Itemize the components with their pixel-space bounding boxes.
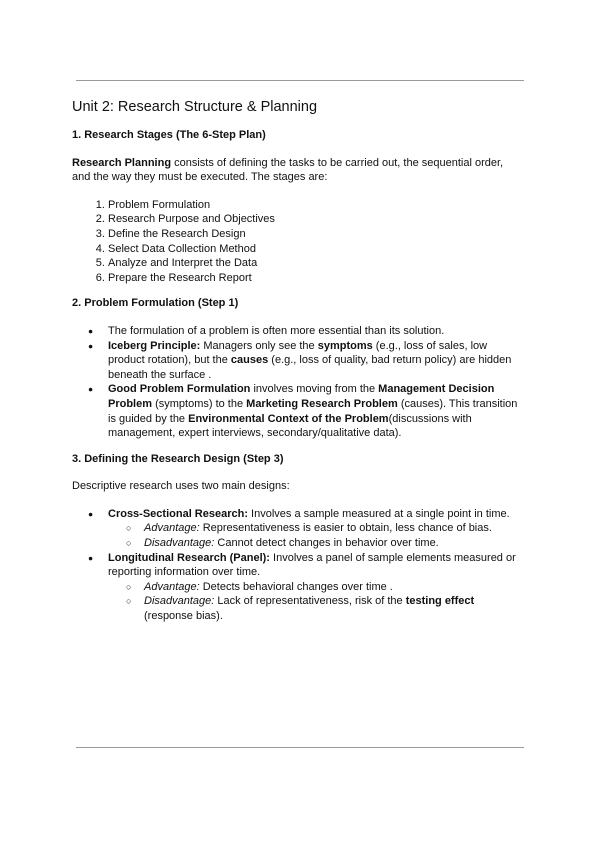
footer-divider xyxy=(76,747,524,748)
list-item: 5. Analyze and Interpret the Data xyxy=(108,256,524,271)
section-3-intro: Descriptive research uses two main designs: xyxy=(72,480,290,493)
list-item: ○ Advantage: Representativeness is easier to obtain, less chance of bias. xyxy=(108,521,524,536)
list-item: 6. Prepare the Research Report xyxy=(108,271,524,286)
list-item: ● Cross-Sectional Research: Involves a sample measured at a single point in time. ○ Advantage: Representativeness is easier to obtain, less chance of bias. ○ Disadvantage: Cannot detect changes in behavior over time. xyxy=(72,507,524,551)
research-design-list xyxy=(72,507,524,624)
list-item: ● The formulation of a problem is often more essential than its solution. xyxy=(72,324,524,339)
list-item: ○ Disadvantage: Cannot detect changes in behavior over time. xyxy=(108,536,524,551)
section-2-heading: 2. Problem Formulation (Step 1) xyxy=(72,297,239,310)
list-item: 1. Problem Formulation xyxy=(108,198,524,213)
header-divider xyxy=(76,80,524,81)
section-3-heading: 3. Defining the Research Design (Step 3) xyxy=(72,452,284,465)
list-item: 2. Research Purpose and Objectives xyxy=(108,212,524,227)
research-steps-list xyxy=(72,198,524,286)
section-1-heading: 1. Research Stages (The 6-Step Plan) xyxy=(72,129,266,141)
list-item: ● Longitudinal Research (Panel): Involves a panel of sample elements measured or reporting information over time. ○ Advantage: Detects behavioral changes over time . ○ Disadvantage: Lack of representativeness, risk of the testing effect (response bias). xyxy=(72,551,524,624)
cross-sectional-sublist xyxy=(108,521,524,550)
document-body xyxy=(72,98,524,635)
section-1-intro: Research Planning consists of defining the tasks to be carried out, the sequential order, and the way they must be executed. The stages are: xyxy=(72,156,504,184)
list-item: ● Good Problem Formulation involves moving from the Management Decision Problem (symptoms) to the Marketing Research Problem (causes). This transition is guided by the Environmental Context of the Problem(discussions with management, expert interviews, secondary/qualitative data). xyxy=(72,382,524,440)
list-item: ● Iceberg Principle: Managers only see the symptoms (e.g., loss of sales, low product rotation), but the causes (e.g., loss of quality, bad return policy) are hidden beneath the surface . xyxy=(72,339,524,383)
page-title: Unit 2: Research Structure & Planning xyxy=(72,99,318,115)
list-item: ○ Disadvantage: Lack of representativeness, risk of the testing effect (response bias). xyxy=(108,594,524,623)
problem-formulation-list xyxy=(72,324,524,441)
research-planning-term: Research Planning xyxy=(72,156,172,169)
list-item: 4. Select Data Collection Method xyxy=(108,242,524,257)
list-item: 3. Define the Research Design xyxy=(108,227,524,242)
longitudinal-sublist xyxy=(108,580,524,624)
list-item: ○ Advantage: Detects behavioral changes over time . xyxy=(108,580,524,595)
